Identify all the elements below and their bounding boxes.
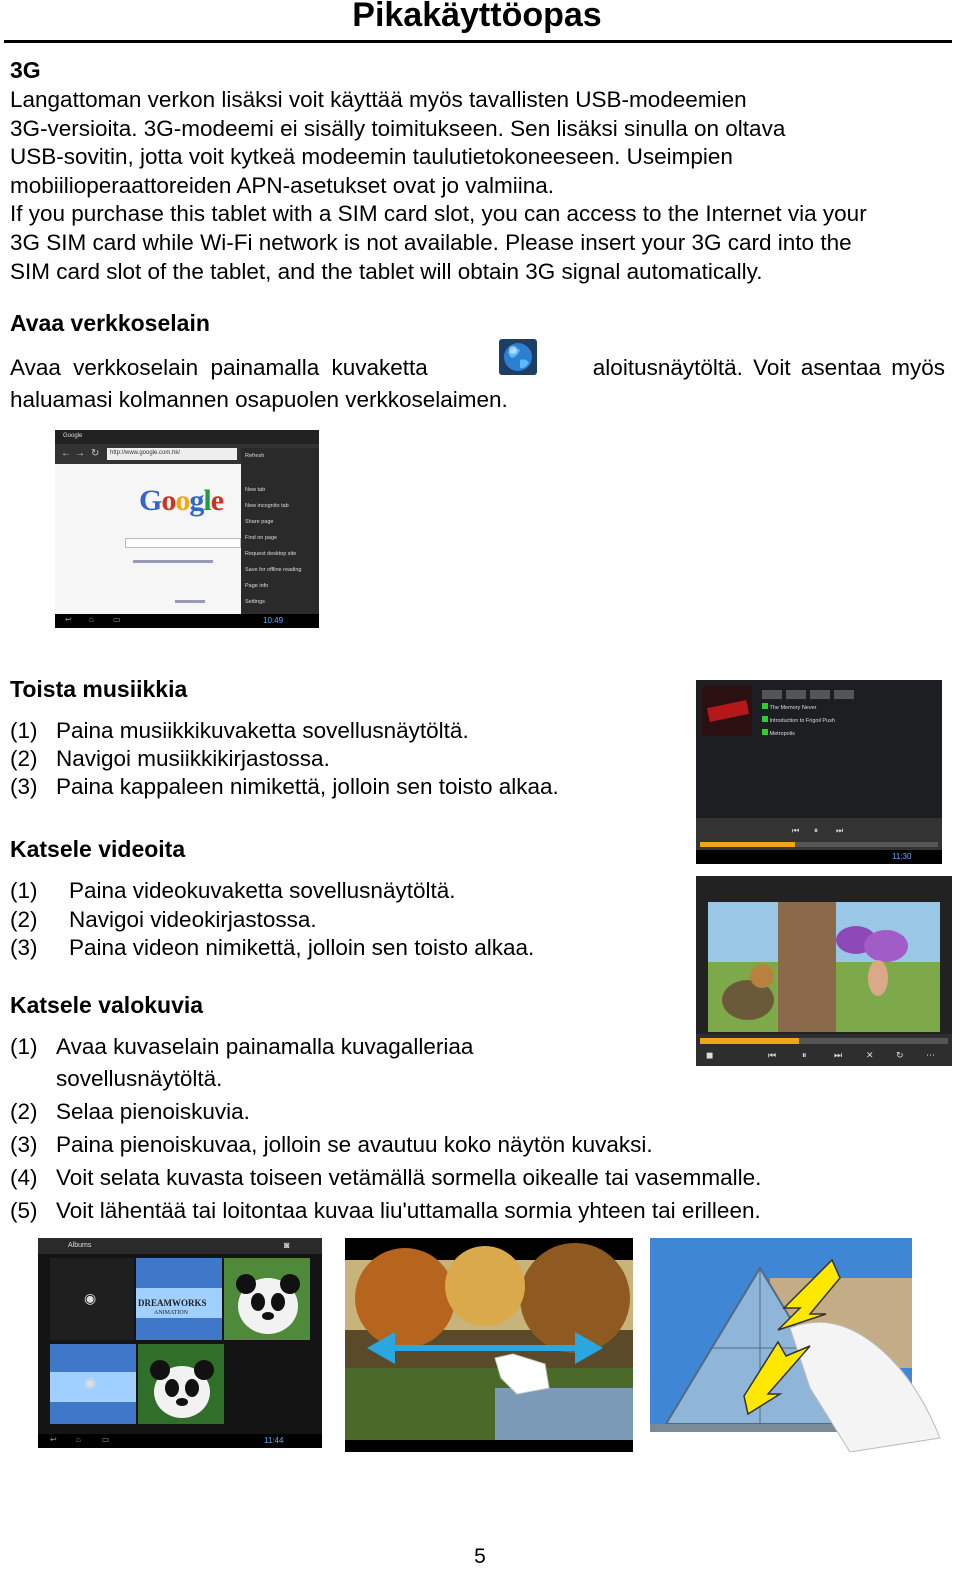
list-item: (2) Selaa pienoiskuvia.: [10, 1099, 250, 1124]
album-art: [702, 686, 752, 736]
gallery-title: Albums: [68, 1242, 92, 1249]
shuffle-icon: ✕: [866, 1050, 874, 1060]
more-icon: ⋯: [926, 1050, 935, 1060]
text-line: Avaa verkkoselain painamalla kuvaketta: [10, 355, 428, 380]
video-controls: [696, 1034, 952, 1066]
url-text: http://www.google.com.hk/: [110, 450, 181, 456]
menu-item: Settings: [245, 599, 265, 605]
seek-bar: [700, 842, 938, 847]
tab-label: Google: [63, 433, 83, 439]
url-field: [107, 448, 237, 460]
next-icon: ⏭: [836, 826, 844, 835]
heading-photos: Katsele valokuvia: [10, 992, 204, 1018]
menu-item: Save for offline reading: [245, 567, 302, 573]
text-line: USB-sovitin, jotta voit kytkeä modeemin taulutietokoneeseen. Useimpien: [10, 144, 733, 170]
list-item: (2) Navigoi videokirjastossa.: [10, 907, 317, 932]
track-item: Introduction to Frigoil Push: [762, 715, 835, 728]
text-line: SIM card slot of the tablet, and the tablet will obtain 3G signal automatically.: [10, 258, 763, 284]
play-icon: ◉: [84, 1290, 97, 1306]
brand-sub-text: ANIMATION: [154, 1310, 188, 1316]
list-item: (1) Avaa kuvaselain painamalla kuvagalleriaa: [10, 1034, 474, 1059]
browser-page: [55, 464, 241, 614]
album-thumb: [50, 1258, 134, 1340]
list-item: (5) Voit lähentää tai loitontaa kuvaa liu'uttamalla sormia yhteen tai erilleen.: [10, 1198, 761, 1223]
list-item: (4) Voit selata kuvasta toiseen vetämällä sormella oikealle tai vasemmalle.: [10, 1165, 762, 1190]
reload-icon: ↻: [91, 448, 100, 459]
list-item: (1) Paina musiikkikuvaketta sovellusnäytöltä.: [10, 718, 469, 743]
nav-recent-icon: ▭: [113, 615, 121, 624]
pause-icon: ⏸: [814, 826, 818, 835]
clock-text: 11:44: [264, 1436, 284, 1445]
text-line: Langattoman verkon lisäksi voit käyttää myös tavallisten USB-modeemien: [10, 87, 747, 112]
nav-home-icon: ⌂: [89, 615, 94, 624]
browser-text-line1a: [10, 354, 470, 383]
nav-back-icon: ↩: [50, 1435, 57, 1444]
next-icon: ⏭: [834, 1050, 843, 1060]
player-controls: [696, 818, 942, 850]
clock-text: 10:49: [263, 616, 284, 625]
gallery-header: [38, 1238, 322, 1254]
text-line: mobiilioperaattoreiden APN-asetukset ovat jo valmiina.: [10, 172, 555, 198]
page-text-line: [133, 560, 213, 563]
text-line: If you purchase this tablet with a SIM card slot, you can access to the Internet via your: [10, 201, 867, 227]
track-item: Metropolis: [762, 728, 835, 741]
list-item: (1) Paina videokuvaketta sovellusnäytöltä.: [10, 878, 456, 903]
heading-3g: 3G: [10, 57, 41, 83]
menu-item: Share page: [245, 519, 274, 525]
paragraph-3g: [10, 86, 955, 286]
list-item: (3) Paina pienoiskuvaa, jolloin se avautuu koko näytön kuvaksi.: [10, 1132, 653, 1157]
panda-thumb: [224, 1258, 310, 1340]
browser-tabbar: [55, 430, 319, 444]
back-icon: ←: [61, 448, 71, 459]
track-list: [762, 702, 835, 741]
clock-text: 11:30: [892, 852, 912, 861]
play-icon: ◉: [84, 1374, 97, 1390]
music-toolbar: [762, 686, 868, 696]
list-item: (3) Paina kappaleen nimikettä, jolloin sen toisto alkaa.: [10, 774, 559, 799]
text-line: 3G-versioita. 3G-modeemi ei sisälly toimitukseen. Sen lisäksi sinulla on oltava: [10, 115, 786, 141]
system-bar: [38, 1434, 322, 1448]
gallery-screenshot: [38, 1238, 322, 1448]
menu-item: Page info: [245, 583, 269, 589]
text-line: 3G SIM card while Wi-Fi network is not available. Please insert your 3G card into the: [10, 229, 852, 255]
nav-home-icon: ⌂: [76, 1435, 81, 1444]
menu-item: New incognito tab: [245, 503, 289, 509]
page-title: Pikakäyttöopas: [352, 0, 602, 34]
list-item: (2) Navigoi musiikkikirjastossa.: [10, 746, 330, 771]
video-frame: [708, 902, 940, 1032]
video-screenshot: [696, 876, 952, 1066]
album-thumb: [50, 1344, 136, 1424]
nav-back-icon: ↩: [65, 615, 72, 624]
camera-icon: ◙: [284, 1240, 290, 1250]
swipe-photo: [345, 1238, 633, 1452]
seek-bar: [700, 1038, 948, 1044]
menu-item: Find on page: [245, 535, 278, 541]
album-thumb: [136, 1258, 222, 1340]
list-item: (3) Paina videon nimikettä, jolloin sen toisto alkaa.: [10, 935, 535, 960]
list-item-continuation: sovellusnäytöltä.: [56, 1066, 223, 1091]
browser-screenshot: [55, 430, 319, 628]
page-text-line: [175, 600, 205, 603]
music-screenshot: [696, 680, 942, 864]
heading-music: Toista musiikkia: [10, 676, 188, 702]
track-item: The Memory Never: [762, 702, 835, 715]
pinch-photo: [650, 1238, 942, 1452]
menu-item: New tab: [245, 487, 266, 493]
heading-video: Katsele videoita: [10, 836, 186, 862]
back-icon: ◼: [706, 1050, 714, 1060]
brand-text: DREAMWORKS: [138, 1298, 207, 1308]
panda-thumb: [138, 1344, 224, 1424]
previous-icon: ⏮: [768, 1050, 777, 1060]
browser-globe-icon: [498, 338, 538, 376]
nav-recent-icon: ▭: [102, 1435, 110, 1444]
system-bar: [696, 850, 942, 864]
google-logo: Google: [139, 484, 224, 517]
system-bar: [55, 614, 319, 628]
forward-icon: →: [75, 448, 85, 459]
browser-text-line1b: aloitusnäytöltä. Voit asentaa myös: [592, 355, 945, 380]
menu-item: Refresh: [245, 453, 265, 459]
browser-text-line2: haluamasi kolmannen osapuolen verkkoselaimen.: [10, 387, 508, 412]
repeat-icon: ↻: [896, 1050, 904, 1060]
search-box: [125, 538, 241, 548]
menu-item: Request desktop site: [245, 551, 297, 557]
heading-browser: Avaa verkkoselain: [10, 310, 210, 336]
browser-menu: [241, 448, 319, 614]
page-number: 5: [474, 1545, 486, 1568]
pause-icon: ⏸: [802, 1050, 807, 1060]
title-rule: [4, 40, 952, 43]
previous-icon: ⏮: [792, 826, 800, 835]
